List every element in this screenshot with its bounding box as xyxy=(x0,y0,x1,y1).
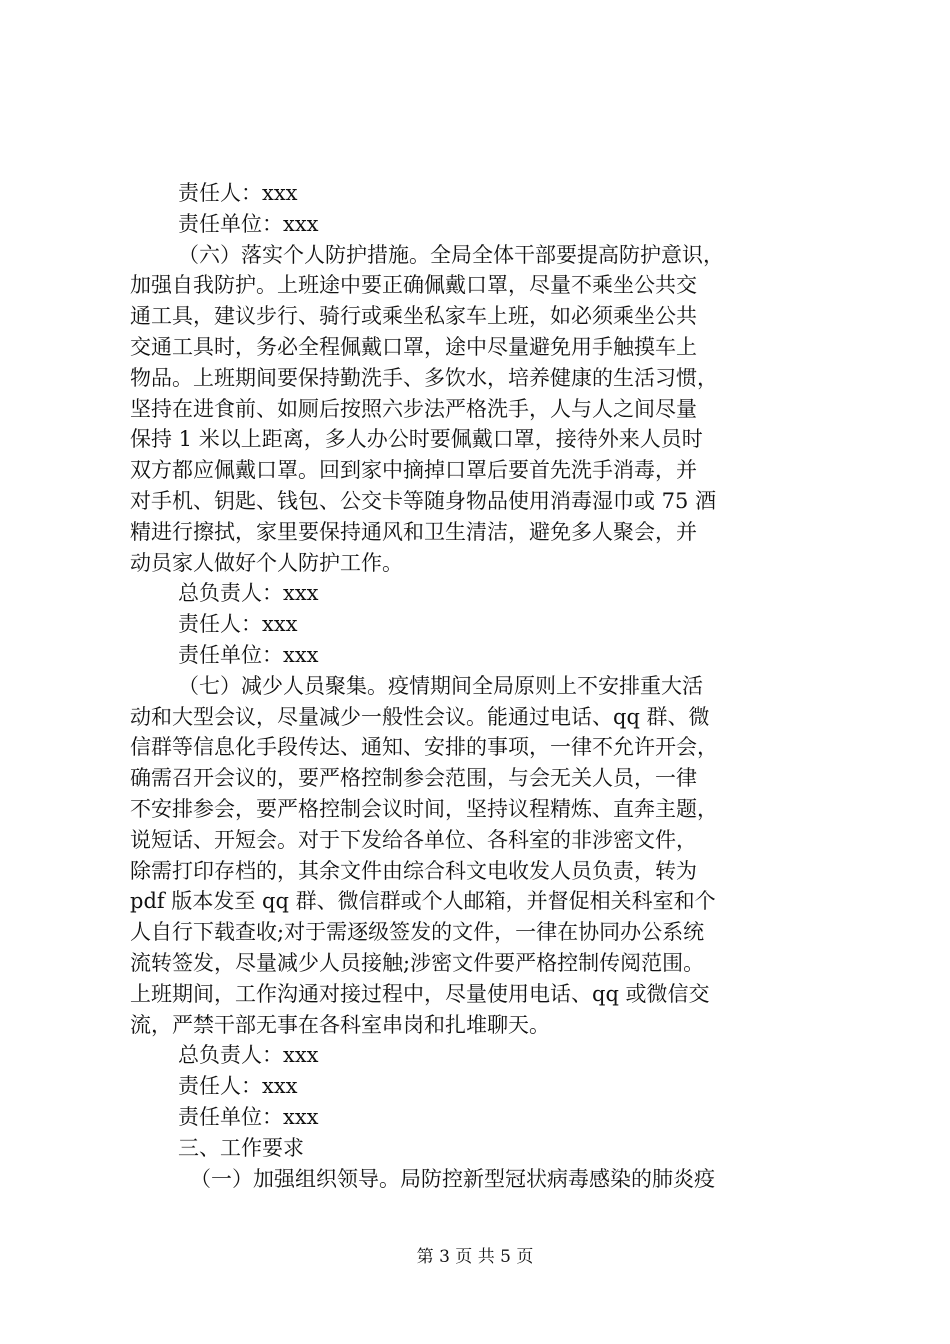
text-line: 坚持在进食前、如厕后按照六步法严格洗手，人与人之间尽量 xyxy=(130,396,697,421)
text-line: 对手机、钥匙、钱包、公交卡等随身物品使用消毒湿巾或 75 酒 xyxy=(130,488,717,513)
text-line: 责任单位：xxx xyxy=(178,1104,319,1129)
text-line: 责任人：xxx xyxy=(178,181,298,205)
text-line: 交通工具时，务必全程佩戴口罩，途中尽量避免用手触摸车上 xyxy=(130,334,697,359)
text-line: 总负责人：xxx xyxy=(178,1043,319,1068)
text-line: 流，严禁干部无事在各科室串岗和扎堆聊天。 xyxy=(130,1012,550,1037)
text-line: pdf 版本发至 qq 群、微信群或个人邮箱，并督促相关科室和个 xyxy=(130,889,716,914)
text-line: 流转签发，尽量减少人员接触;涉密文件要严格控制传阅范围。 xyxy=(130,950,705,975)
text-line: 人自行下载查收;对于需逐级签发的文件，一律在协同办公系统 xyxy=(130,920,705,945)
text-line: 上班期间，工作沟通对接过程中，尽量使用电话、qq 或微信交 xyxy=(130,981,710,1006)
text-line: 动员家人做好个人防护工作。 xyxy=(130,550,403,575)
text-line: 加强自我防护。上班途中要正确佩戴口罩，尽量不乘坐公共交 xyxy=(130,273,697,298)
text-line: 责任单位：xxx xyxy=(178,642,319,667)
text-line: （六）落实个人防护措施。全局全体干部要提高防护意识， xyxy=(178,242,724,267)
text-line: 物品。上班期间要保持勤洗手、多饮水，培养健康的生活习惯， xyxy=(130,365,718,390)
text-line: 责任人：xxx xyxy=(178,1074,298,1099)
text-line: 双方都应佩戴口罩。回到家中摘掉口罩后要首先洗手消毒，并 xyxy=(130,458,697,483)
text-line: 保持 1 米以上距离，多人办公时要佩戴口罩，接待外来人员时 xyxy=(130,427,703,452)
text-line: 动和大型会议，尽量减少一般性会议。能通过电话、qq 群、微 xyxy=(130,704,710,729)
text-line: 总负责人：xxx xyxy=(178,581,319,606)
document-body xyxy=(130,178,830,1194)
text-line: 通工具，建议步行、骑行或乘坐私家车上班，如必须乘坐公共 xyxy=(130,304,697,329)
text-line: 确需召开会议的，要严格控制参会范围，与会无关人员，一律 xyxy=(130,766,697,791)
page-footer: 第 3 页 共 5 页 xyxy=(416,1247,534,1267)
text-line: 不安排参会，要严格控制会议时间，坚持议程精炼、直奔主题， xyxy=(130,796,718,821)
text-line: 责任单位：xxx xyxy=(178,211,319,236)
text-line: 说短话、开短会。对于下发给各单位、各科室的非涉密文件， xyxy=(130,827,697,852)
text-line: （七）减少人员聚集。疫情期间全局原则上不安排重大活 xyxy=(178,673,703,698)
text-line: 精进行擦拭，家里要保持通风和卫生清洁，避免多人聚会，并 xyxy=(130,519,697,544)
text-line: 除需打印存档的，其余文件由综合科文电收发人员负责，转为 xyxy=(130,858,697,883)
text-line: （一）加强组织领导。局防控新型冠状病毒感染的肺炎疫 xyxy=(190,1166,715,1191)
text-line: 责任人：xxx xyxy=(178,612,298,637)
text-line: 信群等信息化手段传达、通知、安排的事项，一律不允许开会， xyxy=(130,735,718,760)
text-line: 三、工作要求 xyxy=(178,1135,304,1160)
